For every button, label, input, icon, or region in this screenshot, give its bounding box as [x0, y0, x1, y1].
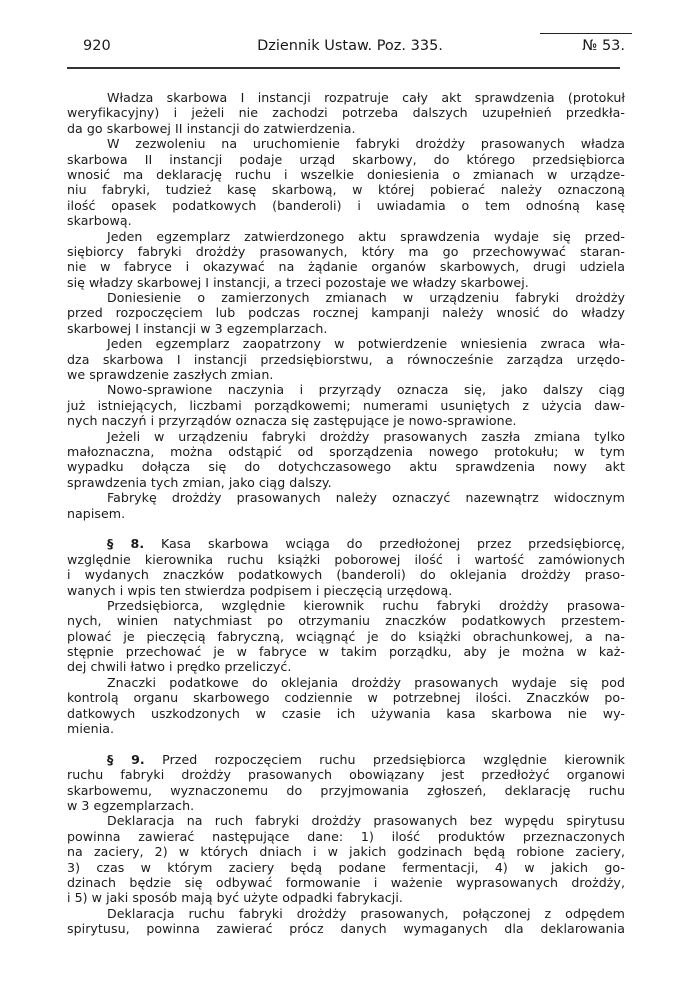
- text-line: Nowo-sprawione naczynia i przyrządy oznacza się, jako dalszy ciąg: [107, 382, 625, 398]
- text-line: Deklaracja na ruch fabryki drożdży prasowanych bez wypędu spirytusu: [107, 813, 625, 829]
- text-line: Jeżeli w urządzeniu fabryki drożdży prasowanych zaszła zmiana tylko: [107, 428, 625, 444]
- text-line: w 3 egzemplarzach.: [67, 797, 195, 813]
- paragraph: [67, 490, 625, 521]
- paragraph: [67, 429, 625, 491]
- paragraph: [67, 767, 625, 813]
- text-line: Deklaracja ruchu fabryki drożdży prasowanych, połączonej z odpędem: [107, 905, 625, 921]
- text-line: dej chwili łatwo i prędko przeliczyć.: [67, 659, 292, 675]
- text-line: 3) czas w którym zaciery będą podane fermentacji, 4) w jakich go-: [67, 859, 625, 875]
- text-line: spirytusu, powinna zawierać prócz danych wymaganych dla deklarowania: [67, 921, 625, 937]
- issue-number: № 53.: [582, 38, 625, 54]
- text-line: we sprawdzenie zaszłych zmian.: [67, 367, 274, 383]
- text-line: się władzy skarbowej I instancji, a trzeci pozostaje we władzy skarbowej.: [67, 274, 529, 290]
- section-8: [67, 536, 625, 736]
- text-line: mienia.: [67, 721, 115, 737]
- text-line: Jeden egzemplarz zaopatrzony w potwierdzenie wniesienia zwraca wła-: [107, 336, 625, 352]
- text-line: plować je pieczęcią fabryczną, wciągnąć je do książki obrachunkowej, a na-: [67, 628, 625, 644]
- text-line: wanych i wpis ten stwierdza podpisem i pieczęcią urzędową.: [67, 582, 453, 598]
- text-line: już istniejących, liczbami porządkowemi; numerami usuniętych z użycia daw-: [67, 397, 625, 413]
- paragraph: [67, 229, 625, 291]
- section-number: § 9.: [107, 751, 145, 767]
- text-line: da go skarbowej II instancji do zatwierdzenia.: [67, 120, 356, 136]
- paragraph: [67, 90, 625, 136]
- text-line: wypadku dołącza się do dotychczasowego aktu sprawdzenia nowy akt: [67, 459, 625, 475]
- text-line: niu fabryki, tudzież kasę skarbową, w której pobierać należy oznaczoną: [67, 182, 625, 198]
- text-line: Przedsiębiorca, względnie kierownik ruchu fabryki drożdży prasowa-: [107, 597, 625, 613]
- text-line: skarbowemu, wyznaczonemu do przyjmowania zgłoszeń, deklarację ruchu: [67, 782, 625, 798]
- paragraph: [67, 675, 625, 737]
- paragraph: [67, 336, 625, 382]
- text-line: skarbowa II instancji podaje urząd skarbowy, do którego przedsiębiorca: [67, 151, 625, 167]
- text-line: skarbową.: [67, 213, 132, 229]
- section-first-line: [67, 752, 625, 767]
- text-line: Doniesienie o zamierzonych zmianach w urządzeniu fabryki drożdży: [107, 290, 625, 306]
- text-line: nych, winien natychmiast po otrzymaniu znaczków podatkowych przestem-: [67, 613, 625, 629]
- text-line: stępnie przechować je w fabryce w takim porządku, aby je można w każ-: [67, 644, 625, 660]
- text-line: względnie kierownika ruchu książki poborowej ilość i wartość zamówionych: [67, 551, 625, 567]
- paragraph: [67, 552, 625, 598]
- paragraph: [67, 906, 625, 937]
- header-rule: [67, 67, 620, 69]
- text-line: Znaczki podatkowe do oklejania drożdży prasowanych wydaje się pod: [107, 674, 625, 690]
- text-line: siębiorcy fabryki drożdży prasowanych, który ma go przechowywać staran-: [67, 243, 625, 259]
- text-line: napisem.: [67, 505, 126, 521]
- section-number: § 8.: [107, 536, 145, 552]
- text-line: W zezwoleniu na uruchomienie fabryki drożdży prasowanych władza: [107, 136, 625, 152]
- text-line: datkowych uszkodzonych w czasie ich używania kasa skarbowa nie wy-: [67, 705, 625, 721]
- section-lead-text: Przed rozpoczęciem ruchu przedsiębiorca względnie kierownik: [144, 751, 625, 767]
- text-line: powinna zawierać następujące dane: 1) ilość produktów przeznaczonych: [67, 828, 625, 844]
- text-line: Fabrykę drożdży prasowanych należy oznaczyć nazewnątrz widocznym: [107, 490, 625, 506]
- text-line: na zaciery, 2) w których dniach i w jakich godzinach będą robione zaciery,: [67, 844, 625, 860]
- text-line: dzinach będzie się odbywać formowanie i ważenie wyprasowanych drożdży,: [67, 874, 625, 890]
- section-9: [67, 752, 625, 937]
- running-header: [67, 36, 625, 56]
- text-line: Władza skarbowa I instancji rozpatruje cały akt sprawdzenia (protokuł: [107, 90, 625, 105]
- text-line: kontrolą organu skarbowego codziennie w potrzebnej ilości. Znaczków po-: [67, 690, 625, 706]
- section-lead-text: Kasa skarbowa wciąga do przedłożonej przez przedsiębiorcę,: [144, 536, 625, 552]
- text-line: Jeden egzemplarz zatwierdzonego aktu sprawdzenia wydaje się przed-: [107, 228, 625, 244]
- document-body: [67, 90, 625, 936]
- page-number: 920: [83, 38, 111, 54]
- section-spacer: [67, 521, 625, 536]
- text-line: małoznaczna, można odstąpić od sporządzenia nowego protokułu; w tym: [67, 443, 625, 459]
- paragraph: [67, 598, 625, 675]
- text-line: i 5) w jaki sposób mają być użyte odpadki fabrykacji.: [67, 890, 403, 906]
- paragraph: [67, 136, 625, 228]
- text-line: ilość opasek podatkowych (banderoli) i uwiadamia o tem odnośną kasę: [67, 197, 625, 213]
- text-line: wnosić ma deklarację ruchu i wszelkie doniesienia o zmianach w urządze-: [67, 166, 625, 182]
- text-line: nie w fabryce i okazywać na żądanie organów skarbowych, drugi udziela: [67, 259, 625, 275]
- text-line: ruchu fabryki drożdży prasowanych obowiązany jest przedłożyć organowi: [67, 767, 625, 783]
- text-line: przed rozpoczęciem lub podczas rocznej kampanji należy wnosić do władzy: [67, 305, 625, 321]
- section-first-line: [67, 536, 625, 551]
- text-line: nych naczyń i przyrządów oznacza się zastępujące je nowo-sprawione.: [67, 413, 517, 429]
- section-spacer: [67, 736, 625, 751]
- text-line: i wydanych znaczków podatkowych (banderoli) do oklejania drożdży praso-: [67, 567, 625, 583]
- journal-title: Dziennik Ustaw. Poz. 335.: [257, 38, 443, 54]
- top-rule: [540, 33, 632, 34]
- paragraph: [67, 290, 625, 336]
- text-line: skarbowej I instancji w 3 egzemplarzach.: [67, 320, 328, 336]
- paragraph: [67, 382, 625, 428]
- paragraph: [67, 813, 625, 905]
- text-line: sprawdzenia tych zmian, jako ciąg dalszy.: [67, 474, 332, 490]
- text-line: dza skarbowa I instancji przedsiębiorstwu, a równocześnie zarządza urzędo-: [67, 351, 625, 367]
- text-line: weryfikacyjny) i jeżeli nie zachodzi potrzeba dalszych uzupełnień przedkła-: [67, 105, 625, 121]
